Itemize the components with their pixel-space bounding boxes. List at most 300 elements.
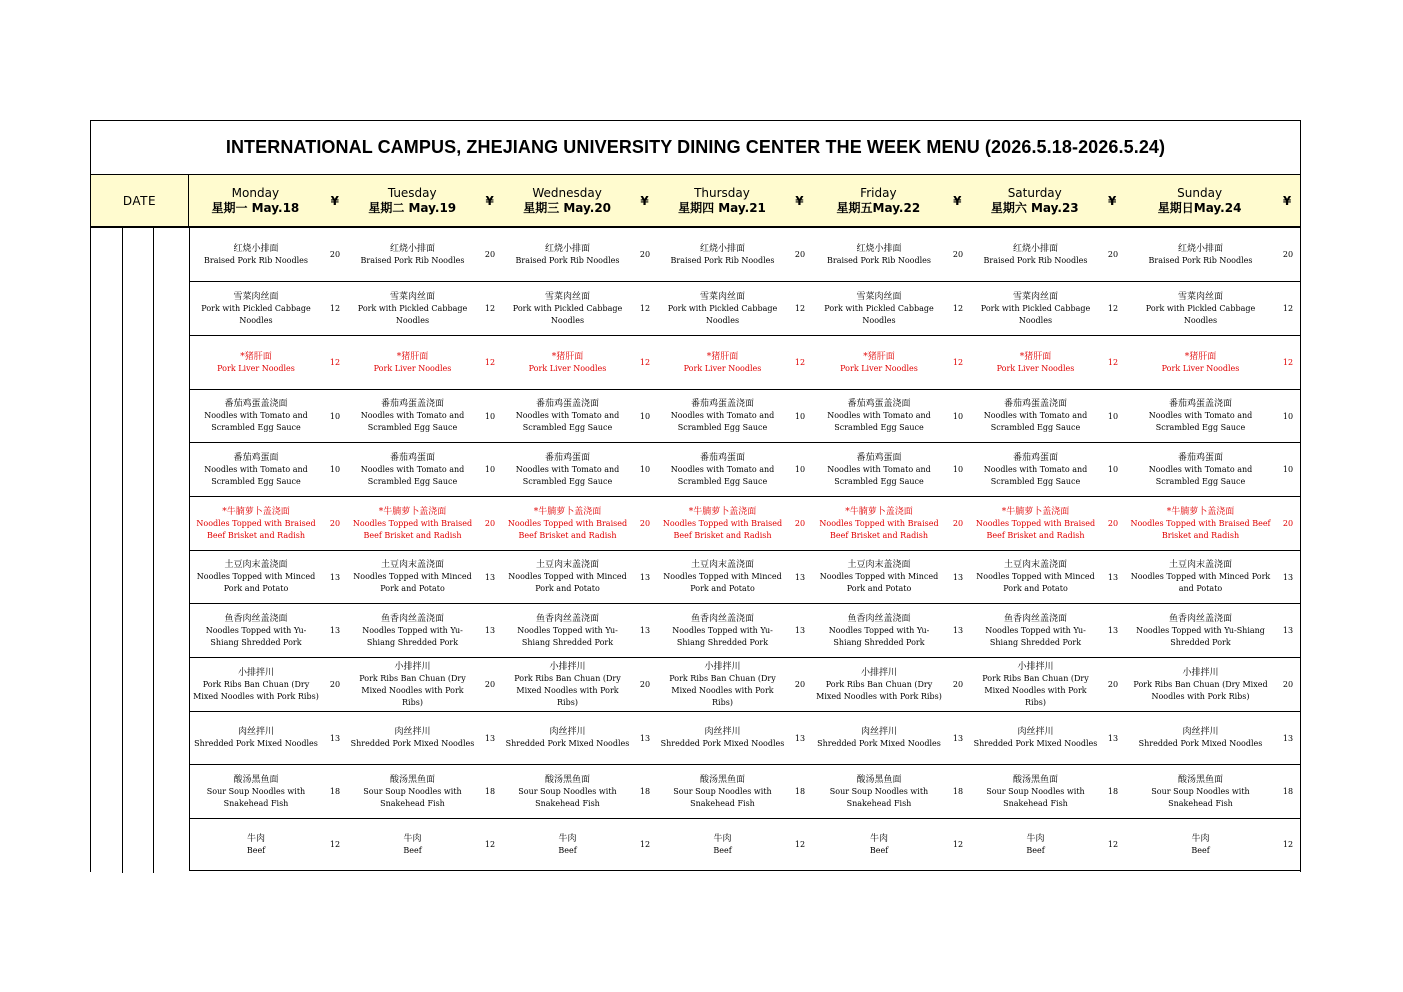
dish-name-zh: 红烧小排面 xyxy=(389,243,435,254)
dish-name-en: Noodles with Tomato and Scrambled Egg Sauce xyxy=(204,411,308,432)
table-row xyxy=(189,336,1301,390)
dish-name-zh: 酸汤黑鱼面 xyxy=(389,774,435,785)
menu-item xyxy=(813,336,971,389)
date-label: DATE xyxy=(91,175,189,226)
dish-price: 12 xyxy=(952,840,964,849)
dish-name xyxy=(813,658,945,711)
dish-name-en: Noodles with Tomato and Scrambled Egg Sauce xyxy=(827,411,931,432)
dish-price: 13 xyxy=(1107,733,1119,743)
dish-name-en: Noodles with Tomato and Scrambled Egg Sauce xyxy=(983,411,1088,432)
menu-item xyxy=(971,228,1126,281)
day-name xyxy=(348,175,477,226)
dish-name xyxy=(190,336,322,389)
dish-price: 12 xyxy=(794,840,806,849)
dish-name-zh: 肉丝拌川 xyxy=(1182,727,1219,737)
menu-item xyxy=(503,443,658,496)
dish-name-en: Noodles Topped with Minced Pork and Potato xyxy=(1130,572,1271,593)
dish-name-zh: *猪肝面 xyxy=(1019,351,1052,362)
dish-name-zh: 酸汤黑鱼面 xyxy=(699,774,745,785)
dish-price: 20 xyxy=(639,250,651,259)
menu-item xyxy=(971,497,1126,550)
menu-item xyxy=(503,765,658,818)
dish-price: 20 xyxy=(329,519,341,528)
dish-name xyxy=(813,604,945,657)
dish-name xyxy=(813,282,945,335)
dish-name-en: Pork Ribs Ban Chuan (Dry Mixed Noodles with Pork Ribs) xyxy=(193,679,319,701)
dish-name-en: Pork Liver Noodles xyxy=(373,363,452,373)
menu-item xyxy=(503,390,658,442)
dish-price: 13 xyxy=(484,733,496,743)
dish-price: 20 xyxy=(1282,680,1294,689)
dish-name-en: Pork Ribs Ban Chuan (Dry Mixed Noodles with Pork Ribs) xyxy=(982,673,1089,707)
day-name xyxy=(970,175,1099,226)
dish-name xyxy=(190,443,322,496)
dish-name xyxy=(348,604,477,657)
table-row xyxy=(189,282,1301,336)
menu-item xyxy=(971,443,1126,496)
menu-item xyxy=(348,551,503,603)
dish-name-en: Pork with Pickled Cabbage Noodles xyxy=(512,303,623,325)
dish-name-en: Shredded Pork Mixed Noodles xyxy=(194,739,318,748)
dish-name-en: Pork Liver Noodles xyxy=(217,363,295,373)
menu-item xyxy=(1126,819,1301,870)
menu-item xyxy=(503,336,658,389)
divider xyxy=(122,228,123,873)
dish-name-en: Noodles Topped with Minced Pork and Potato xyxy=(196,572,316,593)
dish-name-en: Pork Ribs Ban Chuan (Dry Mixed Noodles with Pork Ribs) xyxy=(359,673,466,707)
dish-name-en: Pork Liver Noodles xyxy=(996,363,1075,373)
dish-price: 13 xyxy=(1282,626,1294,635)
dish-name-en: Noodles with Tomato and Scrambled Egg Sauce xyxy=(1148,464,1253,486)
date-column xyxy=(91,228,189,873)
dish-name xyxy=(190,712,322,764)
menu-item xyxy=(1126,336,1301,389)
dish-name xyxy=(658,819,787,870)
dish-name-zh: 番茄鸡蛋面 xyxy=(1177,452,1223,463)
dish-name-zh: 土豆肉末盖浇面 xyxy=(380,560,444,570)
dish-name xyxy=(348,282,477,335)
dish-name-en: Noodles Topped with Braised Beef Brisket and Radish xyxy=(975,518,1096,540)
currency-symbol: ¥ xyxy=(640,193,649,208)
dish-name-en: Sour Soup Noodles with Snakehead Fish xyxy=(1151,786,1250,808)
menu-item xyxy=(971,765,1126,818)
day-name-en: Saturday xyxy=(1007,185,1062,200)
dish-price: 10 xyxy=(952,411,964,421)
day-date-zh: 星期二 May.19 xyxy=(368,200,457,215)
dish-name xyxy=(503,658,632,711)
dish-name-en: Noodles Topped with Braised Beef Brisket and Radish xyxy=(1130,518,1271,540)
menu-item xyxy=(503,604,658,657)
dish-name-zh: 番茄鸡蛋面 xyxy=(544,452,590,463)
dish-name-zh: *猪肝面 xyxy=(396,351,429,362)
dish-name xyxy=(971,819,1100,870)
dish-name-zh: 番茄鸡蛋盖浇面 xyxy=(224,399,288,409)
dish-name xyxy=(813,228,945,281)
dish-name-en: Noodles with Tomato and Scrambled Egg Sauce xyxy=(515,411,620,432)
menu-item xyxy=(971,551,1126,603)
dish-name-zh: 番茄鸡蛋盖浇面 xyxy=(380,399,444,409)
dish-name xyxy=(190,228,322,281)
dish-price: 18 xyxy=(484,787,496,796)
table-row xyxy=(189,497,1301,551)
day-date-zh: 星期日May.24 xyxy=(1157,200,1242,215)
menu-item xyxy=(348,604,503,657)
dish-name-zh: 酸汤黑鱼面 xyxy=(233,774,279,785)
menu-item xyxy=(813,712,971,764)
menu-item xyxy=(658,228,813,281)
dish-name xyxy=(348,443,477,496)
dish-name-en: Noodles Topped with Yu-Shiang Shredded Pork xyxy=(672,625,773,647)
menu-item xyxy=(971,336,1126,389)
dish-price: 12 xyxy=(329,304,341,313)
dish-price: 12 xyxy=(794,304,806,313)
dish-price: 18 xyxy=(1282,787,1294,796)
dish-name xyxy=(813,390,945,442)
dish-price: 10 xyxy=(639,411,651,421)
menu-item xyxy=(503,819,658,870)
dish-name-en: Noodles with Tomato and Scrambled Egg Sauce xyxy=(204,464,308,486)
dish-price: 10 xyxy=(794,465,806,474)
dish-name-zh: 牛肉 xyxy=(1191,833,1210,844)
day-name xyxy=(812,175,944,226)
dish-name-en: Beef xyxy=(869,845,889,855)
menu-item xyxy=(813,658,971,711)
dish-name-zh: 番茄鸡蛋面 xyxy=(233,452,279,463)
dish-name xyxy=(658,712,787,764)
menu-item xyxy=(1126,712,1301,764)
dish-name xyxy=(1126,390,1275,442)
dish-price: 10 xyxy=(1282,465,1294,474)
dish-name xyxy=(1126,282,1275,335)
dish-price: 12 xyxy=(1107,840,1119,849)
menu-item xyxy=(348,336,503,389)
dish-name-en: Noodles Topped with Minced Pork and Potato xyxy=(819,572,939,593)
dish-name-en: Pork with Pickled Cabbage Noodles xyxy=(824,303,934,325)
dish-name xyxy=(348,551,477,603)
menu-item xyxy=(503,228,658,281)
dish-price: 10 xyxy=(329,465,341,474)
day-name-en: Monday xyxy=(231,185,280,200)
dish-name xyxy=(503,390,632,442)
table-row xyxy=(189,658,1301,712)
dish-price: 12 xyxy=(329,358,341,367)
menu-item xyxy=(190,765,348,818)
dish-name-en: Noodles Topped with Yu-Shiang Shredded Pork xyxy=(828,625,930,647)
dish-price: 20 xyxy=(952,250,964,259)
dish-name xyxy=(658,443,787,496)
menu-item xyxy=(658,443,813,496)
dish-price: 18 xyxy=(329,787,341,796)
dish-name-zh: 牛肉 xyxy=(246,833,265,844)
dish-name xyxy=(503,765,632,818)
dish-price: 20 xyxy=(1282,519,1294,528)
dish-price: 20 xyxy=(1107,680,1119,689)
menu-item xyxy=(348,390,503,442)
dish-name-zh: 番茄鸡蛋盖浇面 xyxy=(690,399,754,409)
table-row xyxy=(189,390,1301,443)
dish-name xyxy=(658,228,787,281)
menu-item xyxy=(813,282,971,335)
dish-name xyxy=(971,497,1100,550)
dish-name-zh: 雪菜肉丝面 xyxy=(233,291,279,302)
dish-name-en: Pork Ribs Ban Chuan (Dry Mixed Noodles with Pork Ribs) xyxy=(1133,679,1268,701)
dish-name-zh: 土豆肉末盖浇面 xyxy=(690,560,754,570)
dish-price: 20 xyxy=(794,519,806,528)
dish-name-en: Beef xyxy=(713,845,732,855)
dish-name xyxy=(190,497,322,550)
dish-name-zh: 番茄鸡蛋盖浇面 xyxy=(1168,399,1232,409)
dish-name-en: Braised Pork Rib Noodles xyxy=(515,255,620,265)
dish-name xyxy=(658,497,787,550)
menu-item xyxy=(1126,443,1301,496)
dish-name xyxy=(348,765,477,818)
dish-name-en: Noodles Topped with Minced Pork and Potato xyxy=(353,572,472,593)
dish-name-en: Noodles with Tomato and Scrambled Egg Sauce xyxy=(827,464,931,486)
dish-name xyxy=(1126,336,1275,389)
dish-name-zh: 番茄鸡蛋盖浇面 xyxy=(535,399,599,409)
dish-price: 20 xyxy=(484,250,496,259)
dish-name xyxy=(1126,819,1275,870)
dish-name xyxy=(190,390,322,442)
menu-item xyxy=(658,551,813,603)
dish-price: 20 xyxy=(329,250,341,259)
menu-item xyxy=(658,497,813,550)
menu-item xyxy=(971,819,1126,870)
day-name-en: Sunday xyxy=(1177,185,1223,200)
dish-price: 12 xyxy=(794,358,806,367)
dish-name xyxy=(348,228,477,281)
table-row xyxy=(189,604,1301,658)
dish-name-zh: *牛腩萝卜盖浇面 xyxy=(222,506,290,517)
dish-name-zh: 土豆肉末盖浇面 xyxy=(847,560,911,570)
dish-name xyxy=(971,390,1100,442)
dish-name-zh: *猪肝面 xyxy=(863,351,895,362)
dish-name-zh: 雪菜肉丝面 xyxy=(544,291,590,302)
menu-item xyxy=(1126,604,1301,657)
dish-name-zh: *猪肝面 xyxy=(240,351,272,362)
dish-name xyxy=(971,282,1100,335)
day-name xyxy=(503,175,632,226)
dish-name-zh: 土豆肉末盖浇面 xyxy=(1003,560,1067,570)
dish-name-en: Noodles with Tomato and Scrambled Egg Sauce xyxy=(983,464,1088,486)
dish-price: 20 xyxy=(639,519,651,528)
menu-item xyxy=(190,604,348,657)
dish-price: 13 xyxy=(952,572,964,582)
dish-name-en: Shredded Pork Mixed Noodles xyxy=(350,739,475,748)
dish-name-en: Sour Soup Noodles with Snakehead Fish xyxy=(673,786,772,808)
day-name-en: Tuesday xyxy=(387,185,437,200)
currency-symbol: ¥ xyxy=(795,193,804,208)
menu-item xyxy=(503,282,658,335)
dish-name xyxy=(658,658,787,711)
dish-name xyxy=(348,712,477,764)
dish-price: 12 xyxy=(329,840,341,849)
dish-name xyxy=(190,282,322,335)
menu-item xyxy=(348,712,503,764)
dish-name-en: Noodles Topped with Braised Beef Brisket and Radish xyxy=(662,518,783,540)
dish-name xyxy=(1126,658,1275,711)
dish-name xyxy=(190,819,322,870)
menu-item xyxy=(503,497,658,550)
dish-price: 12 xyxy=(952,358,964,367)
dish-price: 13 xyxy=(1282,733,1294,743)
dish-name-en: Noodles Topped with Yu-Shiang Shredded Pork xyxy=(517,625,618,647)
dish-name-zh: 小排拌川 xyxy=(1017,661,1054,672)
dish-name xyxy=(971,604,1100,657)
menu-item xyxy=(658,336,813,389)
menu-item xyxy=(658,390,813,442)
dish-price: 20 xyxy=(484,519,496,528)
dish-name-zh: 鱼香肉丝盖浇面 xyxy=(690,613,754,624)
dish-price: 13 xyxy=(484,572,496,582)
dish-name-zh: 番茄鸡蛋面 xyxy=(856,452,902,463)
dish-name-zh: 土豆肉末盖浇面 xyxy=(1168,560,1232,570)
dish-name-en: Shredded Pork Mixed Noodles xyxy=(505,739,630,748)
menu-item xyxy=(813,497,971,550)
dish-name xyxy=(503,443,632,496)
dish-name-zh: *牛腩萝卜盖浇面 xyxy=(1166,506,1235,517)
menu-item xyxy=(190,336,348,389)
dish-name xyxy=(503,551,632,603)
dish-price: 20 xyxy=(1282,250,1294,259)
menu-item xyxy=(190,497,348,550)
dish-name xyxy=(658,282,787,335)
dish-name xyxy=(1126,712,1275,764)
dish-price: 20 xyxy=(329,680,341,689)
dish-name xyxy=(1126,228,1275,281)
dish-price: 18 xyxy=(1107,787,1119,796)
menu-item xyxy=(190,819,348,870)
dish-name-en: Noodles Topped with Braised Beef Brisket and Radish xyxy=(507,518,628,540)
menu-grid xyxy=(189,228,1301,871)
dish-price: 13 xyxy=(794,572,806,582)
dish-price: 18 xyxy=(794,787,806,796)
dish-name-en: Sour Soup Noodles with Snakehead Fish xyxy=(206,786,306,808)
table-row xyxy=(189,228,1301,282)
dish-name-en: Pork with Pickled Cabbage Noodles xyxy=(667,303,778,325)
table-row xyxy=(189,443,1301,497)
dish-name-en: Pork with Pickled Cabbage Noodles xyxy=(980,303,1091,325)
day-name xyxy=(1125,175,1274,226)
dish-name xyxy=(1126,765,1275,818)
dish-name xyxy=(813,551,945,603)
day-name-en: Friday xyxy=(860,185,897,200)
dish-name-zh: 小排拌川 xyxy=(237,667,274,678)
dish-name-zh: 酸汤黑鱼面 xyxy=(856,774,902,785)
dish-price: 10 xyxy=(639,465,651,474)
dish-name-en: Braised Pork Rib Noodles xyxy=(826,255,932,265)
day-header xyxy=(189,175,348,226)
currency-symbol: ¥ xyxy=(485,193,494,208)
day-header xyxy=(503,175,658,226)
dish-name-en: Pork Ribs Ban Chuan (Dry Mixed Noodles with Pork Ribs) xyxy=(669,673,776,707)
dish-price: 12 xyxy=(1107,358,1119,367)
dish-price: 13 xyxy=(484,626,496,635)
menu-item xyxy=(971,712,1126,764)
menu-item xyxy=(971,658,1126,711)
menu-item xyxy=(971,282,1126,335)
dish-price: 13 xyxy=(1107,626,1119,635)
dish-name-zh: 雪菜肉丝面 xyxy=(389,291,435,302)
dish-price: 12 xyxy=(484,358,496,367)
dish-name-en: Shredded Pork Mixed Noodles xyxy=(660,739,785,748)
dish-name-zh: 番茄鸡蛋盖浇面 xyxy=(1003,399,1067,409)
menu-item xyxy=(190,658,348,711)
dish-name xyxy=(503,228,632,281)
dish-name xyxy=(971,765,1100,818)
dish-name-zh: *牛腩萝卜盖浇面 xyxy=(1001,506,1070,517)
dish-name-en: Noodles with Tomato and Scrambled Egg Sauce xyxy=(360,411,465,432)
menu-item xyxy=(813,228,971,281)
menu-item xyxy=(1126,551,1301,603)
dish-name-en: Braised Pork Rib Noodles xyxy=(1148,255,1253,265)
dish-name-en: Noodles with Tomato and Scrambled Egg Sauce xyxy=(670,464,775,486)
menu-item xyxy=(1126,658,1301,711)
dish-price: 20 xyxy=(794,680,806,689)
menu-item xyxy=(348,282,503,335)
dish-price: 20 xyxy=(794,250,806,259)
menu-item xyxy=(971,604,1126,657)
dish-price: 12 xyxy=(484,304,496,313)
dish-name-zh: 土豆肉末盖浇面 xyxy=(535,560,599,570)
menu-item xyxy=(190,712,348,764)
menu-item xyxy=(348,658,503,711)
dish-name-en: Sour Soup Noodles with Snakehead Fish xyxy=(363,786,462,808)
dish-name-en: Beef xyxy=(403,845,422,855)
dish-name-en: Pork Liver Noodles xyxy=(1161,363,1240,373)
dish-name-en: Braised Pork Rib Noodles xyxy=(670,255,775,265)
dish-name-zh: 红烧小排面 xyxy=(1177,243,1223,254)
dish-name-zh: 番茄鸡蛋面 xyxy=(389,452,435,463)
day-header xyxy=(970,175,1125,226)
dish-price: 13 xyxy=(1282,572,1294,582)
dish-name xyxy=(1126,604,1275,657)
divider xyxy=(153,228,154,873)
dish-name xyxy=(813,497,945,550)
dish-name xyxy=(658,390,787,442)
dish-name xyxy=(190,604,322,657)
menu-item xyxy=(190,443,348,496)
dish-name xyxy=(658,551,787,603)
dish-name xyxy=(1126,551,1275,603)
menu-item xyxy=(813,819,971,870)
dish-price: 18 xyxy=(639,787,651,796)
dish-price: 10 xyxy=(952,465,964,474)
menu-item xyxy=(348,819,503,870)
dish-price: 20 xyxy=(952,680,964,689)
menu-item xyxy=(813,765,971,818)
dish-name-zh: 小排拌川 xyxy=(860,667,897,678)
menu-item xyxy=(190,390,348,442)
currency-symbol: ¥ xyxy=(1282,193,1292,208)
dish-name-zh: 牛肉 xyxy=(403,833,422,844)
dish-name-zh: 番茄鸡蛋盖浇面 xyxy=(847,399,911,409)
dish-name xyxy=(658,604,787,657)
dish-name-en: Noodles Topped with Braised Beef Brisket and Radish xyxy=(196,518,316,540)
dish-name-zh: 鱼香肉丝盖浇面 xyxy=(1168,613,1232,624)
dish-name-zh: *猪肝面 xyxy=(551,351,584,362)
dish-name xyxy=(971,228,1100,281)
dish-name-zh: 鱼香肉丝盖浇面 xyxy=(224,613,288,624)
dish-name-zh: 番茄鸡蛋面 xyxy=(699,452,745,463)
currency-symbol: ¥ xyxy=(1107,193,1117,208)
dish-name-en: Pork Liver Noodles xyxy=(683,363,762,373)
dish-name-zh: 牛肉 xyxy=(713,833,732,844)
menu-item xyxy=(658,604,813,657)
dish-name xyxy=(658,336,787,389)
menu-item xyxy=(348,228,503,281)
dish-price: 12 xyxy=(1282,840,1294,849)
